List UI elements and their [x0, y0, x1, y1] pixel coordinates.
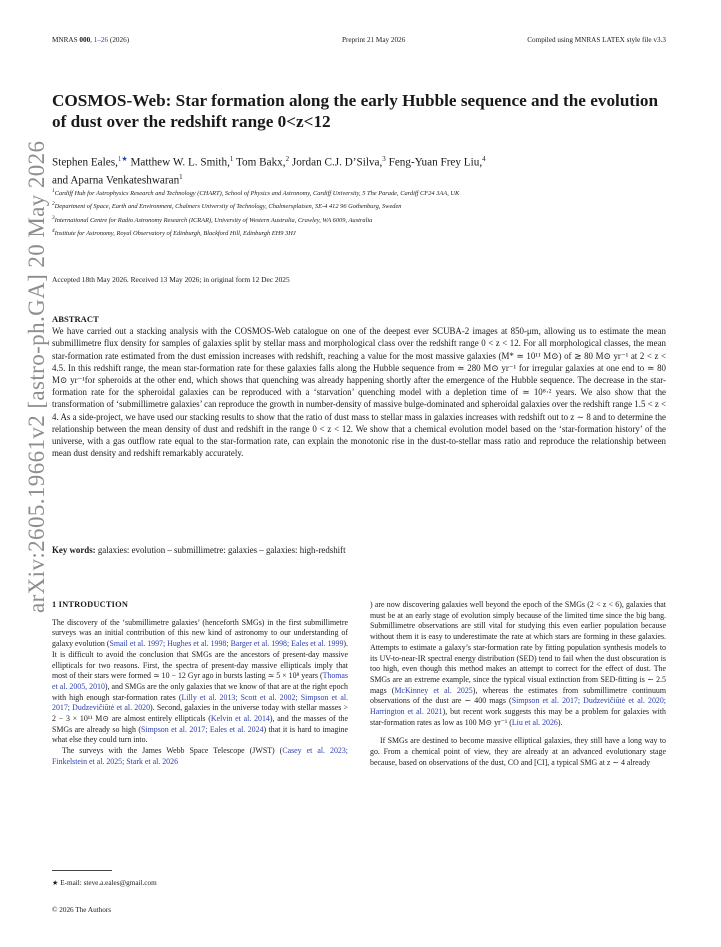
submission-dates: Accepted 18th May 2026. Received 13 May 2026; in original form 12 Dec 2025 [52, 275, 290, 284]
affiliation: $^1$Cardiff Hub for Astrophysics Research and Technology (CHART), School of Physics and Astronomy, Cardiff University, 5 The Parade, Cardiff CF24 3AA, UK [52, 188, 460, 198]
author: and Aparna Venkateshwaran [52, 174, 180, 187]
author: Stephen Eales, [52, 156, 118, 169]
author: Tom Bakx, [233, 156, 286, 169]
keywords-text: galaxies: evolution – submillimetre: galaxies – galaxies: high-redshift [95, 545, 346, 555]
paragraph: The discovery of the ‘submillimetre galaxies’ (henceforth SMGs) in the first submillimetre surveys was an initial contribution of this new kind of astronomy to our understanding of galaxy evolution (Smail et al. 1997; Hughes et al. 1998; Barger et al. 1998; Eales et al. 1999). It is difficult to avoid the conclusion that SMGs are the ancestors of present-day massive ellipticals for two reasons. First, the spectra of present-day massive ellipticals imply that most of their stars were formed ≃ 10 − 12 Gyr ago in bursts lasting ≃ 5 × 10⁸ years (Thomas et al. 2005, 2010), and SMGs are the only galaxies that we know of that are at the right epoch with high enough star-formation rates (Lilly et al. 2013; Scott et al. 2002; Simpson et al. 2017; Dudzevičiūtė et al. 2020). Second, galaxies in the universe today with stellar masses > 2 − 3 × 10¹¹ M⊙ are almost entirely ellipticals (Kelvin et al. 2014), and the masses of the SMGs are already so high (Simpson et al. 2017; Eales et al. 2024) that it is hard to imagine what else they could turn into. [52, 617, 349, 745]
footnote-rule [52, 870, 112, 871]
paragraph: If SMGs are destined to become massive elliptical galaxies, they still have a long way to go. From a chemical point of view, they are already at an advanced evolutionary stage because, based on observations of the dust, CO and [CI], a typical SMG at z ∼ 4 already [370, 736, 666, 767]
author: Jordan C.J. D’Silva, [289, 156, 383, 169]
running-header [52, 36, 666, 50]
citation-link[interactable]: Simpson et al. 2017; Eales et al. 2024 [141, 724, 264, 734]
author-sup: 1 [179, 172, 183, 181]
affiliation: $^3$International Centre for Radio Astronomy Research (ICRAR), University of Western Australia, Crawley, WA 6009, Australia [52, 214, 373, 224]
author-sup: 4 [482, 155, 486, 163]
arxiv-stamp: arXiv:2605.19661v2 [astro-ph.GA] 20 May 2026 [24, 140, 49, 613]
author-sup: 2 [285, 155, 290, 163]
citation-link[interactable]: McKinney et al. 2025 [394, 685, 473, 695]
pages-link[interactable]: 1–26 [93, 36, 109, 44]
affiliation: $^2$Department of Space, Earth and Environment, Chalmers University of Technology, Chalmersplatsen, SE-4 412 96 Gothenburg, Sweden [52, 201, 402, 211]
keywords-label: Key words: [52, 545, 96, 555]
author: Matthew W. L. Smith, [127, 156, 230, 169]
citation-link[interactable]: Casey et al. 2023; Finkelstein et al. 2025; Stark et al. 2026 [52, 746, 348, 766]
author-list [52, 152, 672, 187]
author-sup: 1 [229, 155, 234, 163]
abstract-heading: ABSTRACT [52, 314, 99, 324]
citation-link[interactable]: Lilly et al. 2013; Scott et al. 2002; Simpson et al. 2017; Dudzevičiūtė et al. 2020 [52, 692, 348, 713]
body-column-left [52, 600, 348, 768]
body-column-right [370, 600, 666, 769]
citation-link[interactable]: Thomas et al. 2005, 2010 [52, 671, 348, 691]
abstract [52, 313, 666, 459]
citation-link[interactable]: Liu et al. 2026 [511, 717, 558, 727]
author-sup[interactable]: 1★ [117, 155, 128, 163]
paragraph: The surveys with the James Webb Space Telescope (JWST) (Casey et al. 2023; Finkelstein et al. 2025; Stark et al. 2026 [52, 746, 348, 766]
paragraph: ) are now discovering galaxies well beyond the epoch of the SMGs (2 < z < 6), galaxies that must be at an early stage of evolution simply because of the limited time since the big bang. Submillimetre observations are still vital for studying this even earlier population because without them it is easy to underestimate the rate at which stars are forming in these galaxies. Attempts to estimate a galaxy’s star-formation rate by fitting population synthesis models to its UV-to-near-IR spectral energy distribution (SED) tend to fail when the dust obscuration is too high, even though this method makes an attempt to correct for the effect of dust. The SMGs are an extreme example, since the typical visual extinction from SED-fitting is ∼ 2.5 mags (McKinney et al. 2025), whereas the estimates from submillimetre continuum observations of the dust are ∼ 400 mags (Simpson et al. 2017; Dudzevičiūtė et al. 2020; Harrington et al. 2021), but recent work suggests this may be a problem for galaxies with star-formation rates as low as 100 M⊙ yr⁻¹ (Liu et al. 2026). [370, 600, 667, 727]
footnote-email: ★ E-mail: steve.a.eales@gmail.com [52, 879, 157, 887]
author-sup: 3 [382, 155, 386, 163]
preprint-date: Preprint 21 May 2026 [342, 36, 406, 44]
paper-title: COSMOS-Web: Star formation along the early Hubble sequence and the evolution of dust over the redshift range 0<z<12 [52, 91, 659, 131]
compiled-note: Compiled using MNRAS LATEX style file v3.3 [527, 36, 666, 44]
keywords [52, 545, 666, 555]
author: Feng-Yuan Frey Liu, [385, 156, 483, 169]
affiliation: $^4$Institute for Astronomy, Royal Observatory of Edinburgh, Blackford Hill, Edinburgh EH9 3HJ [52, 227, 296, 238]
citation-link[interactable]: Kelvin et al. 2014 [210, 714, 270, 724]
section-heading: 1 INTRODUCTION [52, 600, 129, 609]
journal-citation: MNRAS 000, 1–26 (2026) [52, 36, 130, 44]
affiliations [52, 186, 682, 239]
citation-link[interactable]: Simpson et al. 2017; Dudzevičiūtė et al. 2020; Harrington et al. 2021 [370, 696, 666, 717]
copyright: © 2026 The Authors [52, 906, 112, 914]
citation-link[interactable]: Smail et al. 1997; Hughes et al. 1998; Barger et al. 1998; Eales et al. 1999 [109, 639, 344, 649]
abstract-text: We have carried out a stacking analysis with the COSMOS-Web catalogue on one of the deepest ever SCUBA-2 images at 850-μm, allowing us to estimate the mean submillimetre flux density for samples of galaxies split by stellar mass and morphological class over the redshift range 0 < z < 12. For all morphological classes, the mean star-formation rate estimated from the dust emission increases with redshift, reaching a value for the most massive galaxies (M* ≃ 10¹¹ M⊙) of ≳ 80 M⊙ yr⁻¹ at 2 < z < 4.5. In this redshift range, the mean star-formation rate for these galaxies falls along the Hubble sequence from ≃ 280 M⊙ yr⁻¹ for irregular galaxies at one end to ≃ 80 M⊙ yr⁻¹for spheroids at the other end, which shows that quenching was already happening shortly after the emergence of the Hubble sequence. The decrease in the star-formation rate for the spheroidal galaxies can be reproduced with a ‘starvation’ quenching model with a depletion time of ≃ 10⁸·² years. We also show that the transformation of ‘submillimetre galaxies’ can reproduce the growth in number-density of massive bulge-dominated and spheroidal galaxies over the redshift range 1.5 < z < 4. As a side-project, we have used our stacking results to show that the ratio of dust mass to stellar mass in galaxies increases with redshift out to z ∼ 8 and to determine the relationship between the mean density of dust and redshift in the range 0 < z < 12. We show that a chemical evolution model based on the ‘star-formation history’ of the universe, with a gas outflow rate equal to the star-formation rate, can explain the monotonic rise in the dust-to-stellar mass ratio and reproduce the relationship between mean dust density and redshift remarkably accurately. [52, 326, 666, 459]
